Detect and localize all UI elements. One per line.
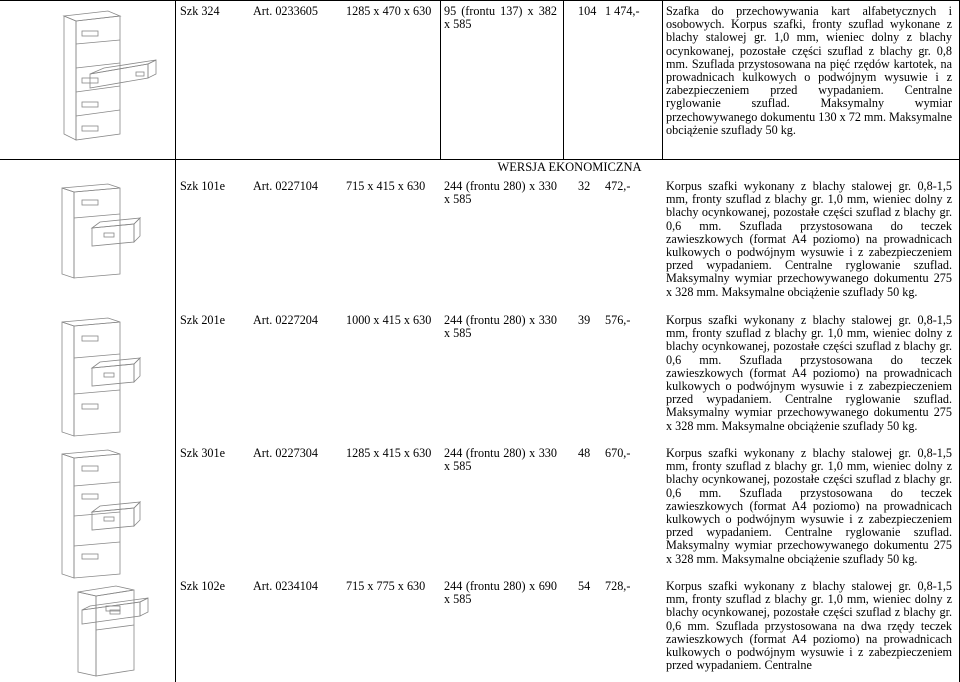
row-quantity: 104 xyxy=(578,4,597,18)
table-top-border xyxy=(0,0,960,1)
row-symbol: Szk 201e xyxy=(180,313,226,327)
row-storage-size: 244 (frontu 280) x 330 x 585 xyxy=(444,179,557,207)
row-storage-size: 244 (frontu 280) x 690 x 585 xyxy=(444,579,557,607)
row-description: Korpus szafki wykonany z blachy stalowej gr. 0,8-1,5 mm, fronty szuflad z blachy gr. 1,0 mm, wieniec dolny z blachy ocynkowanej, pozostałe części szuflad z blachy gr. 0,6 mm. Szuflada przystosowana na dwa rzędy teczek zawieszkowych (format A4 poziomo) na prowadnicach kulkowych o podwójnym wysuwie i z zabezpieczeniem przed wypadaniem. Centralne xyxy=(666,579,952,673)
row-description: Szafka do przechowywania kart alfabetycznych i osobowych. Korpus szafki, fronty szuflad wykonane z blachy stalowej gr. 1,0 mm, wieniec dolny z blachy ocynkowanej, pozostałe części szuflad z blachy gr. 0,8 mm. Szuflada przystosowana na pięć rzędów kartotek, na prowadnicach kulkowych o podwójnym wysuwie i z zabezpieczeniem przed wypadaniem. Centralne ryglowanie szuflad. Maksymalny wymiar przechowywanego dokumentu 130 x 72 mm. Maksymalne obciążenie szuflady 50 kg. xyxy=(666,4,953,137)
row-price: 670,- xyxy=(605,446,631,460)
row-price: 728,- xyxy=(605,579,631,593)
row-description: Korpus szafki wykonany z blachy stalowej gr. 0,8-1,5 mm, fronty szuflad z blachy gr. 1,0 mm, wieniec dolny z blachy ocynkowanej, pozostałe części szuflad z blachy gr. 0,6 mm. Szuflada przystosowana do teczek zawieszkowych (format A4 poziomo) na prowadnicach kulkowych o podwójnym wysuwie i z zabezpieczeniem przed wypadaniem. Centralne ryglowanie szuflad. Maksymalny wymiar przechowywanego dokumentu 275 x 328 mm. Maksymalne obciążenie szuflady 50 kg. xyxy=(666,179,952,299)
cabinet-wide-2-drawer-icon xyxy=(68,580,160,680)
column-divider xyxy=(440,0,441,160)
row-dimensions: 715 x 415 x 630 xyxy=(346,179,426,193)
cabinet-2-drawer-icon xyxy=(48,178,148,280)
row-article: Art. 0227304 xyxy=(253,446,318,460)
row-description: Korpus szafki wykonany z blachy stalowej gr. 0,8-1,5 mm, fronty szuflad z blachy gr. 1,0 mm, wieniec dolny z blachy ocynkowanej, pozostałe części szuflad z blachy gr. 0,6 mm. Szuflada przystosowana do teczek zawieszkowych (format A4 poziomo) na prowadnicach kulkowych o podwójnym wysuwie i z zabezpieczeniem przed wypadaniem. Centralne ryglowanie szuflad. Maksymalny wymiar przechowywanego dokumentu 275 x 328 mm. Maksymalne obciążenie szuflady 50 kg. xyxy=(666,446,952,566)
row-symbol: Szk 301e xyxy=(180,446,226,460)
row-symbol: Szk 102e xyxy=(180,579,226,593)
row-quantity: 32 xyxy=(578,179,591,193)
row-dimensions: 715 x 775 x 630 xyxy=(346,579,426,593)
row-article: Art. 0233605 xyxy=(253,4,318,18)
row-price: 1 474,- xyxy=(605,4,640,18)
row-storage-size: 95 (frontu 137) x 382 x 585 xyxy=(444,4,557,32)
cabinet-5-drawer-icon xyxy=(50,6,160,142)
row-price: 472,- xyxy=(605,179,631,193)
row-quantity: 54 xyxy=(578,579,591,593)
row-price: 576,- xyxy=(605,313,631,327)
row-storage-size: 244 (frontu 280) x 330 x 585 xyxy=(444,313,557,341)
column-divider xyxy=(563,0,564,160)
section-title: WERSJA EKONOMICZNA xyxy=(497,160,642,174)
row-dimensions: 1000 x 415 x 630 xyxy=(346,313,432,327)
row-dimensions: 1285 x 470 x 630 xyxy=(346,4,432,18)
row-symbol: Szk 101e xyxy=(180,179,226,193)
row-symbol: Szk 324 xyxy=(180,4,220,18)
row-quantity: 48 xyxy=(578,446,591,460)
cabinet-3-drawer-icon xyxy=(48,312,148,438)
row-dimensions: 1285 x 415 x 630 xyxy=(346,446,432,460)
column-divider xyxy=(662,0,663,160)
row-article: Art. 0227204 xyxy=(253,313,318,327)
row-storage-size: 244 (frontu 280) x 330 x 585 xyxy=(444,446,557,474)
row-article: Art. 0227104 xyxy=(253,179,318,193)
table-left-border xyxy=(175,0,176,682)
row-quantity: 39 xyxy=(578,313,591,327)
row-description: Korpus szafki wykonany z blachy stalowej gr. 0,8-1,5 mm, fronty szuflad z blachy gr. 1,0 mm, wieniec dolny z blachy ocynkowanej, pozostałe części szuflad z blachy gr. 0,6 mm. Szuflada przystosowana do teczek zawieszkowych (format A4 poziomo) na prowadnicach kulkowych o podwójnym wysuwie i z zabezpieczeniem przed wypadaniem. Centralne ryglowanie szuflad. Maksymalny wymiar przechowywanego dokumentu 275 x 328 mm. Maksymalne obciążenie szuflady 50 kg. xyxy=(666,313,952,433)
cabinet-4-drawer-icon xyxy=(48,444,148,580)
row-article: Art. 0234104 xyxy=(253,579,318,593)
